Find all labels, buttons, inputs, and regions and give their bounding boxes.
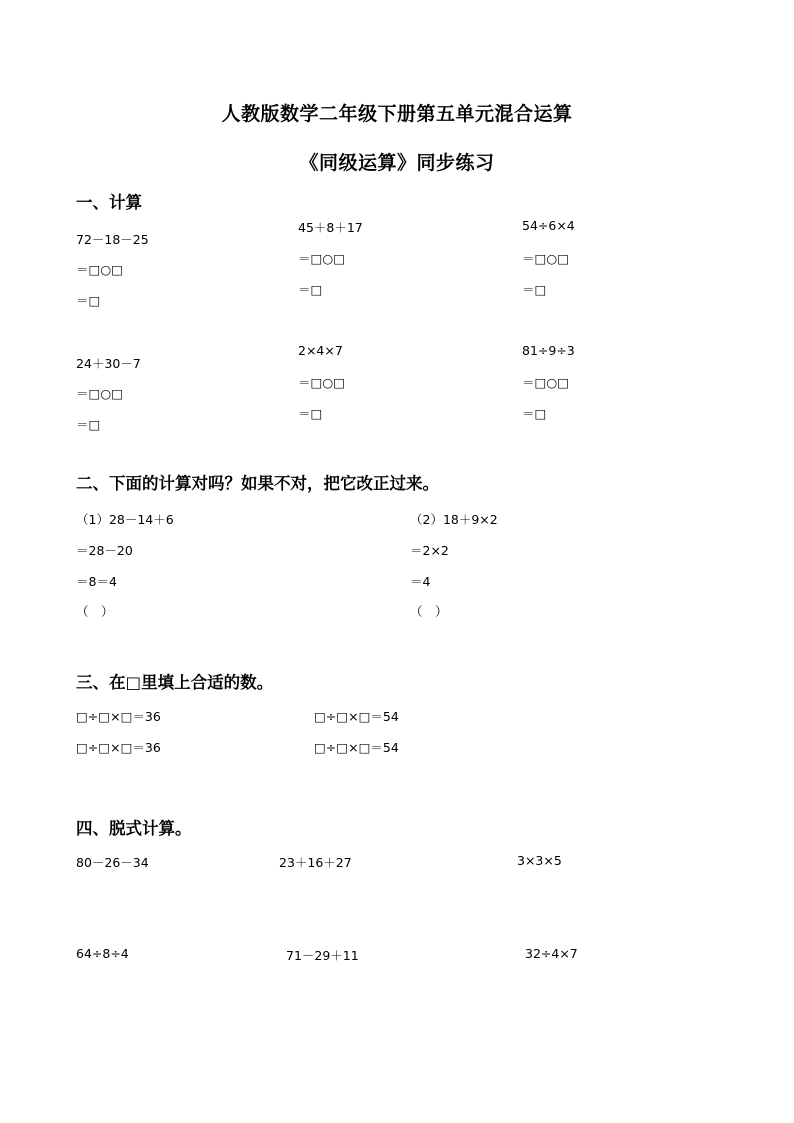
page-title: 人教版数学二年级下册第五单元混合运算 xyxy=(221,103,573,125)
problem-step-1: ＝□○□ xyxy=(522,251,570,266)
judge-step-1: ＝28－20 xyxy=(76,543,133,558)
judge-answer-parentheses[interactable]: （ ） xyxy=(410,604,448,619)
calc-item: 64÷8÷4 xyxy=(76,946,129,961)
fill-blank-item[interactable]: □÷□×□＝36 xyxy=(76,740,161,755)
problem-expression: 72－18－25 xyxy=(76,232,149,247)
problem-step-1: ＝□○□ xyxy=(76,262,124,277)
section-heading-4: 四、脱式计算。 xyxy=(76,819,192,838)
judge-step-1: ＝2×2 xyxy=(410,543,449,558)
problem-step-2: ＝□ xyxy=(522,406,547,421)
fill-blank-item[interactable]: □÷□×□＝36 xyxy=(76,709,161,724)
problem-step-2: ＝□ xyxy=(76,417,101,432)
calc-item: 3×3×5 xyxy=(517,853,562,868)
problem-expression: 2×4×7 xyxy=(298,343,343,358)
problem-step-2: ＝□ xyxy=(298,406,323,421)
problem-expression: 54÷6×4 xyxy=(522,218,575,233)
problem-step-2: ＝□ xyxy=(522,282,547,297)
problem-expression: 24＋30－7 xyxy=(76,356,141,371)
problem-expression: 81÷9÷3 xyxy=(522,343,575,358)
problem-step-1: ＝□○□ xyxy=(76,386,124,401)
problem-step-1: ＝□○□ xyxy=(298,251,346,266)
judge-step-2: ＝8＝4 xyxy=(76,574,117,589)
calc-item: 23＋16＋27 xyxy=(279,855,352,870)
judge-answer-parentheses[interactable]: （ ） xyxy=(76,604,114,619)
calc-item: 71－29＋11 xyxy=(286,948,359,963)
fill-blank-item[interactable]: □÷□×□＝54 xyxy=(314,740,399,755)
problem-step-1: ＝□○□ xyxy=(298,375,346,390)
page-subtitle: 《同级运算》同步练习 xyxy=(299,152,495,174)
section-heading-1: 一、计算 xyxy=(76,193,142,212)
judge-expression: （1）28－14＋6 xyxy=(76,512,174,527)
fill-blank-item[interactable]: □÷□×□＝54 xyxy=(314,709,399,724)
problem-expression: 45＋8＋17 xyxy=(298,220,363,235)
section-heading-2: 二、下面的计算对吗？如果不对，把它改正过来。 xyxy=(76,474,439,493)
judge-step-2: ＝4 xyxy=(410,574,431,589)
calc-item: 32÷4×7 xyxy=(525,946,578,961)
problem-step-2: ＝□ xyxy=(76,293,101,308)
problem-step-1: ＝□○□ xyxy=(522,375,570,390)
judge-expression: （2）18＋9×2 xyxy=(410,512,498,527)
problem-step-2: ＝□ xyxy=(298,282,323,297)
section-heading-3: 三、在□里填上合适的数。 xyxy=(76,673,274,692)
calc-item: 80－26－34 xyxy=(76,855,149,870)
